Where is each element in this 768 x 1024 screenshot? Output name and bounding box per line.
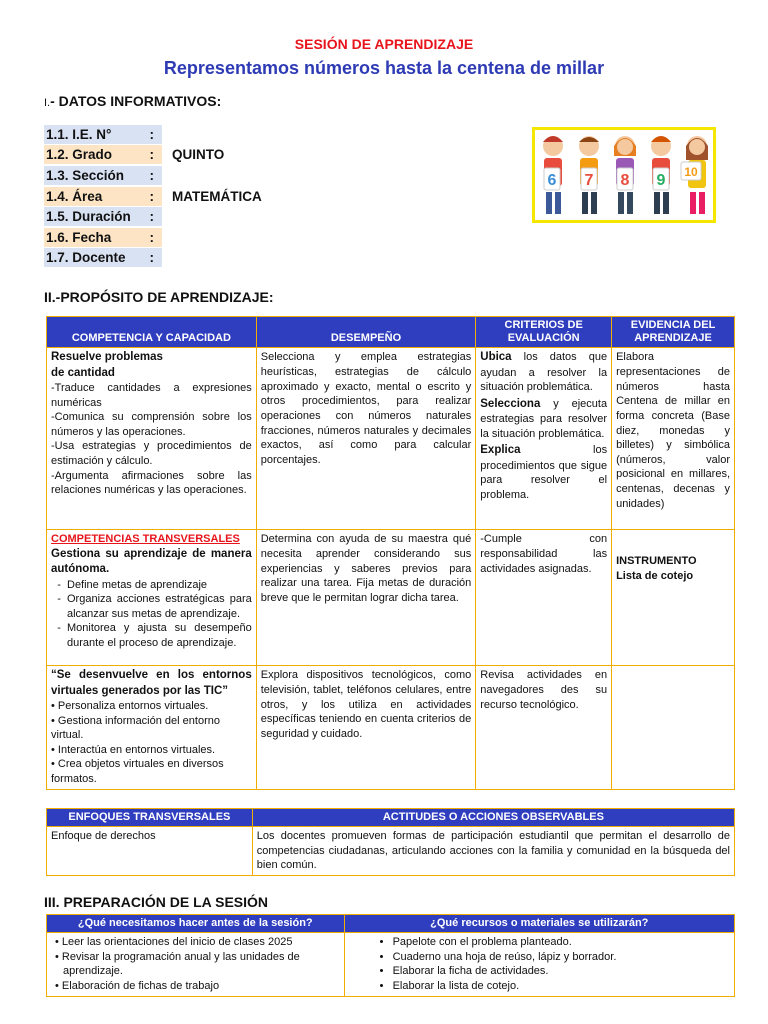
transversal-competencia-cell: COMPETENCIAS TRANSVERSALES Gestiona su aprendizaje de manera autónoma. - Define metas de aprendizaje - Organiza acciones estratégicas para alcanzar sus metas de aprendizaje. - Monitorea y ajusta su desempeño durante el proceso de aprendizaje. (47, 530, 257, 666)
section-preparacion-heading: III. PREPARACIÓN DE LA SESIÓN (44, 894, 269, 910)
children-illustration (532, 127, 716, 223)
header-before: ¿Qué necesitamos hacer antes de la sesión? (47, 915, 345, 933)
info-row: 1.3. Sección : (44, 165, 262, 186)
info-row: 1.7. Docente : (44, 248, 262, 269)
svg-text:8: 8 (620, 172, 630, 189)
competencia-cell: Resuelve problemas de cantidad -Traduce cantidades a expresiones numéricas -Comunica su comprensión sobre los números y las operaciones. -Usa estrategias y procedimientos de estimación y cálculo. -Argumenta afirmaciones sobre las relaciones numéricas y las operaciones. (47, 348, 257, 530)
section-proposito-heading: II.-PROPÓSITO DE APRENDIZAJE: (44, 289, 274, 305)
tic-desempeno-cell: Explora dispositivos tecnológicos, como televisión, tablet, teléfonos celulares, entre otros, y los utiliza en actividades específicas teniendo en cuenta criterios de seguridad y cuidado. (256, 666, 476, 789)
transversal-criterio-cell: -Cumple con responsabilidad las actividades asignadas. (476, 530, 612, 666)
info-row: 1.5. Duración : (44, 206, 262, 227)
autonomy-capacities-list: - Define metas de aprendizaje - Organiza acciones estratégicas para alcanzar sus metas de aprendizaje. - Monitorea y ajusta su desempeño durante el proceso de aprendizaje. (51, 578, 252, 651)
svg-text:6: 6 (547, 172, 557, 189)
transversal-desempeno-cell: Determina con ayuda de su maestra qué necesita aprender considerando sus experiencias y saberes previos para realizar una tarea. Fija metas de duración breve que le permitan lograr dicha tarea. (256, 530, 476, 666)
before-list: • Leer las orientaciones del inicio de clases 2025 • Revisar la programación anual y las unidades de aprendizaje. • Elaboración de fichas de trabajo (55, 936, 300, 993)
header-evidencia: EVIDENCIA DEL APRENDIZAJE (612, 317, 735, 348)
evidencia-cell: Elabora representaciones de números hasta Centena de millar en forma concreta (Base diez, monedas y billetes) y simbólica (números, valor posicional en millares, centenas, decenas y unidades) (612, 348, 735, 530)
info-row: 1.2. Grado : QUINTO (46, 147, 225, 163)
actitud-cell: Los docentes promueven formas de participación estudiantil que permitan el desarrollo de competencias ciudadanas, articulando acciones con la familia y comunidad en la búsqueda del bien común. (252, 827, 734, 876)
enfoque-cell: Enfoque de derechos (47, 827, 253, 876)
header-competencia: COMPETENCIA Y CAPACIDAD (47, 317, 257, 348)
child-8 (614, 136, 636, 214)
info-row: 1.6. Fecha : (44, 227, 262, 248)
resources-list: • Papelote con el problema planteado. • Cuaderno una hoja de reúso, lápiz y borrador. • Elaborar la ficha de actividades. • Elaborar la lista de cotejo. (349, 935, 730, 994)
resources-cell (344, 933, 734, 997)
session-title: SESIÓN DE APRENDIZAJE (294, 36, 474, 52)
header-criterios: CRITERIOS DE EVALUACIÓN (476, 317, 612, 348)
tic-evidencia-cell (612, 666, 735, 789)
header-resources: ¿Qué recursos o materiales se utilizarán? (344, 915, 734, 933)
child-7 (579, 136, 599, 214)
info-row: 1.4. Área : MATEMÁTICA (46, 188, 262, 204)
instrumento-cell: INSTRUMENTO Lista de cotejo (612, 530, 735, 666)
tic-competencia-cell: “Se desenvuelve en los entornos virtuales generados por las TIC” • Personaliza entornos virtuales. • Gestiona información del entorno virtual. • Interactúa en entornos virtuales. • Crea objetos virtuales en diversos formatos. (47, 666, 257, 789)
header-actitudes: ACTITUDES O ACCIONES OBSERVABLES (252, 809, 734, 827)
header-desempeno: DESEMPEÑO (256, 317, 476, 348)
tic-criterio-cell: Revisa actividades en navegadores des su recurso tecnológico. (476, 666, 612, 789)
info-row: 1.1. I.E. N° : (44, 124, 262, 145)
children-numbers-image (535, 130, 713, 220)
child-9 (651, 136, 671, 214)
child-10 (681, 136, 708, 214)
desempeno-cell: Selecciona y emplea estrategias heurísticas, estrategias de cálculo aproximado y exacto, mental o escrito y otros procedimientos, para realizar operaciones con números naturales fracciones, números naturales y decimales exactos, así como para calcular porcentajes. (256, 348, 476, 530)
criterios-cell: Ubica los datos que ayudan a resolver la situación problemática. Selecciona y ejecuta estrategias para resolver la situación problemática. Explica los procedimientos que sigue para resolver el problema. (476, 348, 612, 530)
svg-text:9: 9 (656, 172, 666, 189)
enfoques-table (46, 808, 735, 876)
purpose-table (46, 316, 735, 790)
header-enfoques: ENFOQUES TRANSVERSALES (47, 809, 253, 827)
info-block (44, 124, 262, 268)
svg-text:10: 10 (684, 165, 698, 179)
child-6 (543, 136, 563, 214)
preparation-table (46, 914, 735, 997)
session-subtitle: Representamos números hasta la centena de millar (163, 58, 605, 78)
section-datos-heading: I.- DATOS INFORMATIVOS: (44, 93, 222, 109)
svg-text:7: 7 (584, 172, 594, 189)
before-cell (47, 933, 345, 997)
tic-capacities-list: • Personaliza entornos virtuales. • Gestiona información del entorno virtual. • Interactúa en entornos virtuales. • Crea objetos virtuales en diversos formatos. (51, 699, 224, 786)
